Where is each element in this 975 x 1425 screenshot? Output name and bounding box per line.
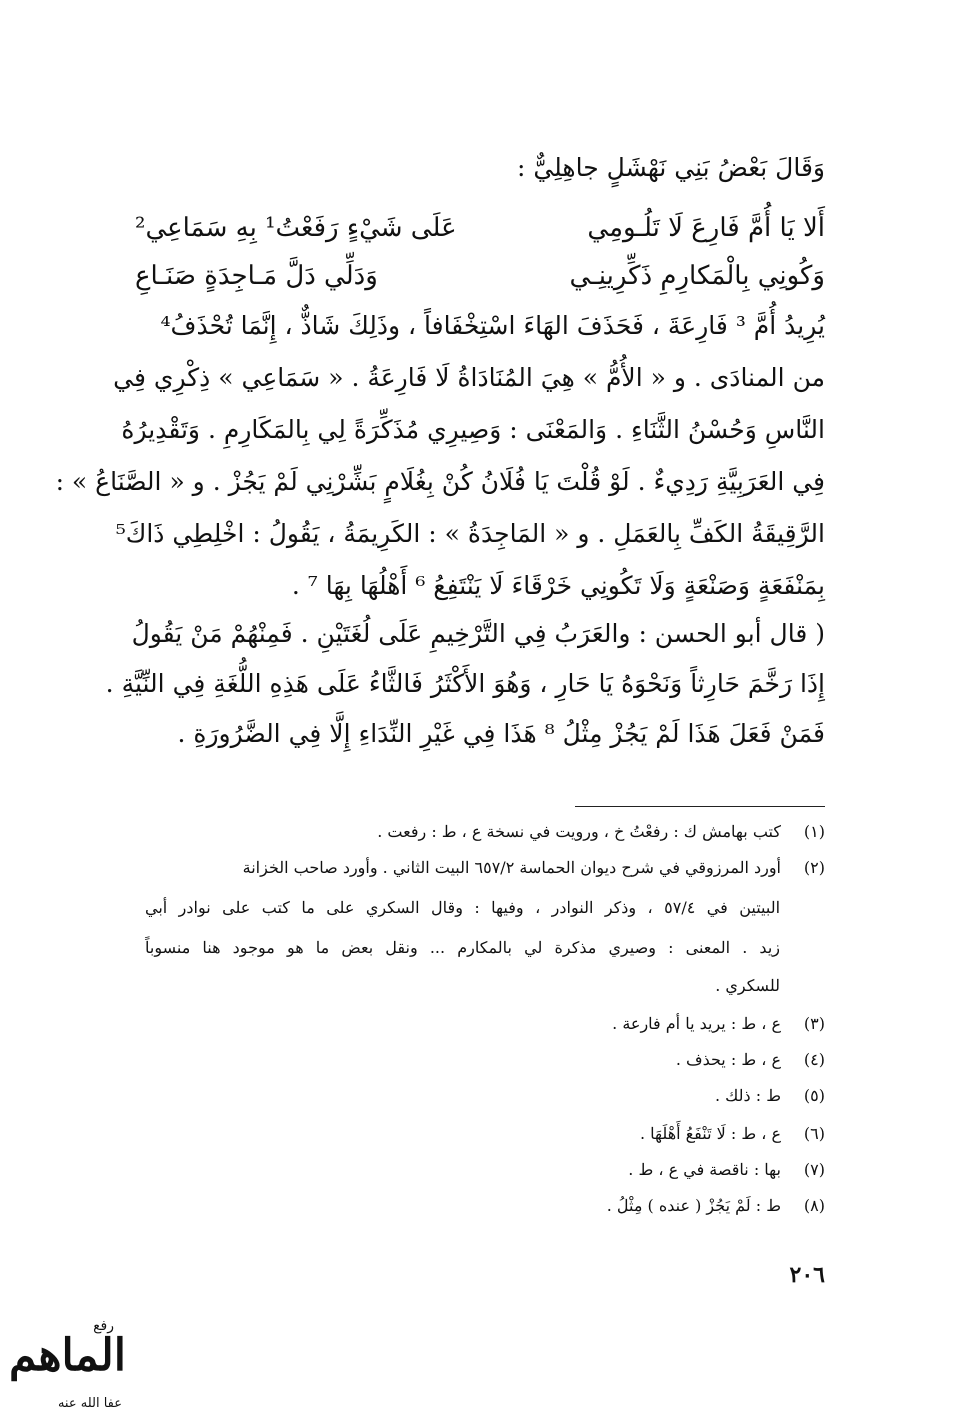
footnote-number: (٥)	[803, 1086, 825, 1105]
commentary-line: من المنادَى . و « الأُمُّ » هِيَ المُنَادَاةُ لَا فَارِعَةُ . « سَمَاعِي » ذِكْرِي فِي	[113, 363, 825, 392]
intro-line: وَقَالَ بَعْضُ بَنِي نَهْشَلٍ جاهِلِيٌّ :	[516, 153, 825, 182]
footnote-text: أورد المرزوقي في شرح ديوان الحماسة ٦٥٧/٢ البيت الثاني . وأورد صاحب الخزانة	[242, 858, 781, 877]
verse-1-second-hemistich: عَلَى شَيْءٍ رَفَعْتُ¹ بِهِ سَمَاعِي²	[135, 213, 457, 243]
footnote-2-continuation: زيد . المعنى : وصيري مذكرة لي بالمكارم ... ونقل بعض ما هو موجود هنا منسوباً	[145, 938, 780, 957]
footnote-number: (٧)	[803, 1160, 825, 1179]
verse-2-first-hemistich: وَكُونِي بِالْمَكارِمِ ذَكِّرِينِـي	[569, 261, 825, 291]
footnote-number: (٦)	[803, 1124, 825, 1143]
commentary-line: فِي العَرَبِيَّةِ رَدِيءٌ . لَوْ قُلْتَ يَا فُلَانُ كُنْ بِغُلَامٍ بَشِّرْنِي لَمْ يَجُزْ . و « الصَّنَاعُ » :	[55, 467, 825, 496]
footnote-number: (٨)	[803, 1196, 825, 1215]
commentary-line: الرَّقِيقَةُ الكَفِّ بِالعَمَلِ . و « المَاجِدَةُ » : الكَرِيمَةُ ، يَقُولُ : اخْلِطِي ذَاكَ⁵	[115, 519, 825, 548]
footnote-2	[145, 854, 825, 882]
footnote-7	[145, 1156, 825, 1184]
footnote-number: (٣)	[803, 1014, 825, 1033]
abu-hasan-line: إِذَا رَخَّمَ حَارِثاً وَنَحْوَهُ يَا حَارِ ، وَهُوَ الأَكْثَرُ فَالثَّاءُ عَلَى هَذِهِ اللُّغَةِ فِي النِّيَّةِ .	[105, 669, 825, 698]
footnote-text: ع ، ط : يحذف .	[675, 1050, 781, 1069]
footnote-3	[145, 1010, 825, 1038]
footnote-text: ع ، ط : يريد يا أم فارعة .	[612, 1014, 781, 1033]
footnote-number: (٢)	[803, 858, 825, 877]
library-stamp	[8, 1318, 136, 1423]
footnote-number: (١)	[803, 822, 825, 841]
stamp-bottom-text: عفا الله عنه	[57, 1396, 122, 1411]
footnote-2-continuation: البيتين في ٥٧/٤ ، وذكر النوادر ، وفيها : وقال السكري على ما كتب على نوادر أبي	[145, 898, 781, 917]
stamp-main-text: الماهم	[9, 1330, 126, 1381]
verse-1-first-hemistich: أَلا يَا أُمَّ فَارِعَ لَا تَلُـومِي	[587, 213, 825, 243]
footnote-8	[145, 1192, 825, 1220]
commentary-line: يُرِيدُ أُمَّ ³ فَارِعَةَ ، فَحَذَفَ الهَاءَ اسْتِخْفَافاً ، وذَلِكَ شَاذٌّ ، إِنَّمَا تُحْذَفُ⁴	[160, 311, 825, 340]
abu-hasan-line: ( قال أبو الحسن : والعَرَبُ فِي التَّرْخِيمِ عَلَى لُغَتَيْنِ . فَمِنْهُمْ مَنْ يَقُولُ	[131, 619, 825, 648]
footnote-4	[145, 1046, 825, 1074]
stamp-top-text: رفع	[93, 1318, 114, 1334]
footnote-text: ط : لَمْ يَجُزْ ( عنده ) مِثْلُ .	[606, 1196, 781, 1215]
footnote-6	[145, 1120, 825, 1148]
footnote-text: ط : ذلك .	[714, 1086, 781, 1105]
footnote-text: بها : ناقصة في ع ، ط .	[628, 1160, 781, 1179]
footnote-text: كتب بهامش ك : رفعْتُ خ ، ورويت في نسخة ع ، ط : رفعت .	[377, 822, 781, 841]
verse-2-second-hemistich: وَدَلِّي دَلَّ مَـاجِدَةٍ صَنَـاعِ	[135, 261, 378, 291]
footnote-number: (٤)	[803, 1050, 825, 1069]
commentary-line: النَّاسِ وَحُسْنُ الثَّنَاءِ . وَالمَعْنَى : وَصِيرِي مُذَكِّرَةً لِي بِالمَكَارِمِ . وَتَقْدِيرُهُ	[121, 415, 825, 444]
footnote-separator	[575, 806, 825, 807]
footnote-1	[145, 818, 825, 846]
footnote-text: ع ، ط : لَا تَنْفَعُ أَهْلَهَا .	[639, 1124, 781, 1143]
footnote-2-continuation: للسكري .	[715, 976, 780, 995]
abu-hasan-line: فَمَنْ فَعَلَ هَذَا لَمْ يَجُزْ مِثْلُ ⁸ هَذَا فِي غَيْرِ النِّدَاءِ إِلَّا فِي الضَّرُورَةِ .	[177, 719, 825, 748]
commentary-line: بِمَنْفَعَةٍ وَصَنْعَةٍ وَلَا تَكُونِي خَرْقَاءَ لَا يَنْتَفِعُ ⁶ أَهْلُهَا بِهَا ⁷ .	[291, 571, 825, 600]
footnote-5	[145, 1082, 825, 1110]
page-number: ٢٠٦	[789, 1262, 825, 1288]
